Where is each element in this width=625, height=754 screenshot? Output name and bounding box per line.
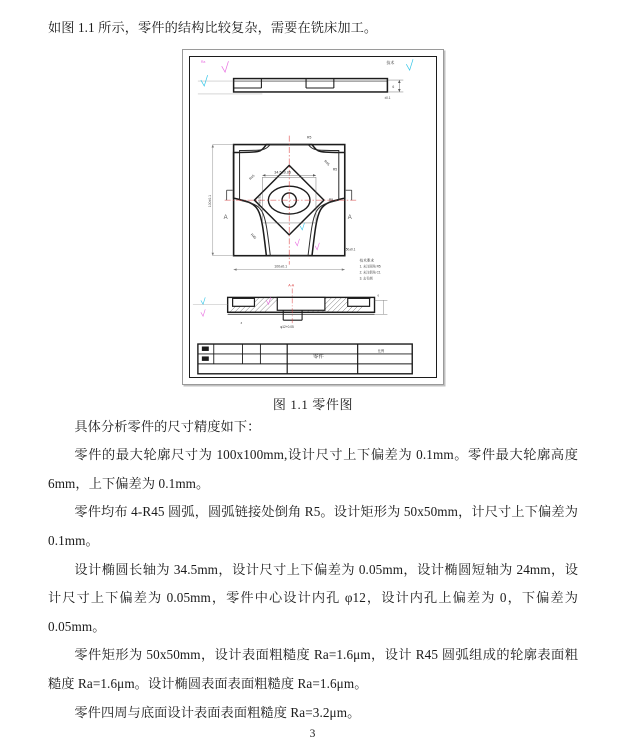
paragraph-intro: 如图 1.1 所示，零件的结构比较复杂，需要在铣床加工。 <box>48 20 378 35</box>
svg-text:技术: 技术 <box>386 59 395 65</box>
svg-text:100±0.1: 100±0.1 <box>274 264 288 269</box>
svg-text:6: 6 <box>377 292 380 297</box>
svg-text:φ12+0.05: φ12+0.05 <box>280 324 294 329</box>
svg-text:3. 去毛刺: 3. 去毛刺 <box>359 276 373 281</box>
svg-text:Ra: Ra <box>200 59 206 64</box>
paragraph-2: 零件均布 4-R45 圆弧，圆弧链接处倒角 R5。设计矩形为 50x50mm，计尺寸上下偏差为 0.1mm。 <box>48 504 578 548</box>
svg-text:比例: 比例 <box>377 348 385 353</box>
paragraph-analysis-heading: 具体分析零件的尺寸精度如下： <box>74 418 261 434</box>
svg-text:34.5±0.05: 34.5±0.05 <box>274 169 292 174</box>
surface-finish-symbols <box>201 59 413 86</box>
front-elevation-view <box>198 78 403 93</box>
svg-text:R45: R45 <box>323 158 331 167</box>
svg-text:零件: 零件 <box>313 353 324 360</box>
figure-caption: 图 1.1 零件图 <box>272 396 354 412</box>
technical-notes <box>360 257 381 280</box>
svg-text:R5: R5 <box>332 166 338 171</box>
svg-text:100±0.1: 100±0.1 <box>207 194 212 207</box>
svg-text:A-A: A-A <box>288 283 295 288</box>
svg-text:R5: R5 <box>307 135 312 140</box>
title-block <box>198 344 412 374</box>
section-view-aa <box>193 283 388 329</box>
page-content <box>48 14 578 727</box>
svg-text:1. 未注圆角 R5: 1. 未注圆角 R5 <box>359 264 381 269</box>
svg-text:R45: R45 <box>249 232 257 240</box>
svg-text:技术要求: 技术要求 <box>359 258 374 263</box>
svg-text:24±0.05: 24±0.05 <box>257 194 262 207</box>
figure-1-1 <box>48 49 578 413</box>
svg-text:50±0.1: 50±0.1 <box>345 247 356 252</box>
svg-text:2. 未注倒角 C1: 2. 未注倒角 C1 <box>359 270 381 275</box>
paragraph-4: 零件矩形为 50x50mm，设计表面粗糙度 Ra=1.6μm，设计 R45 圆弧组成的轮廓表面粗糙度 Ra=1.6μm。设计椭圆表面表面粗糙度 Ra=1.6μm。 <box>48 647 578 691</box>
page-number: 3 <box>309 728 316 740</box>
paragraph-3: 设计椭圆长轴为 34.5mm，设计尺寸上下偏差为 0.05mm，设计椭圆短轴为 24mm，设计尺寸上下偏差为 0.05mm，零件中心设计内孔 φ12，设计内孔上偏差为 0，下偏差为 0.05mm。 <box>48 561 578 634</box>
svg-text:A: A <box>347 214 352 221</box>
svg-text:R5: R5 <box>328 197 334 202</box>
drawing-sheet <box>182 49 444 385</box>
svg-text:R45: R45 <box>248 173 256 181</box>
paragraph-5: 零件四周与底面设计表面表面粗糙度 Ra=3.2μm。 <box>74 704 361 720</box>
svg-text:3: 3 <box>240 320 243 325</box>
svg-text:±0.1: ±0.1 <box>384 95 391 100</box>
cad-drawing <box>183 50 443 384</box>
svg-text:A: A <box>223 214 228 221</box>
paragraph-1: 零件的最大轮廓尺寸为 100x100mm,设计尺寸上下偏差为 0.1mm。零件最大轮廓高度 6mm，上下偏差为 0.1mm。 <box>48 447 578 491</box>
svg-text:6: 6 <box>392 84 395 89</box>
plan-view <box>208 135 357 270</box>
